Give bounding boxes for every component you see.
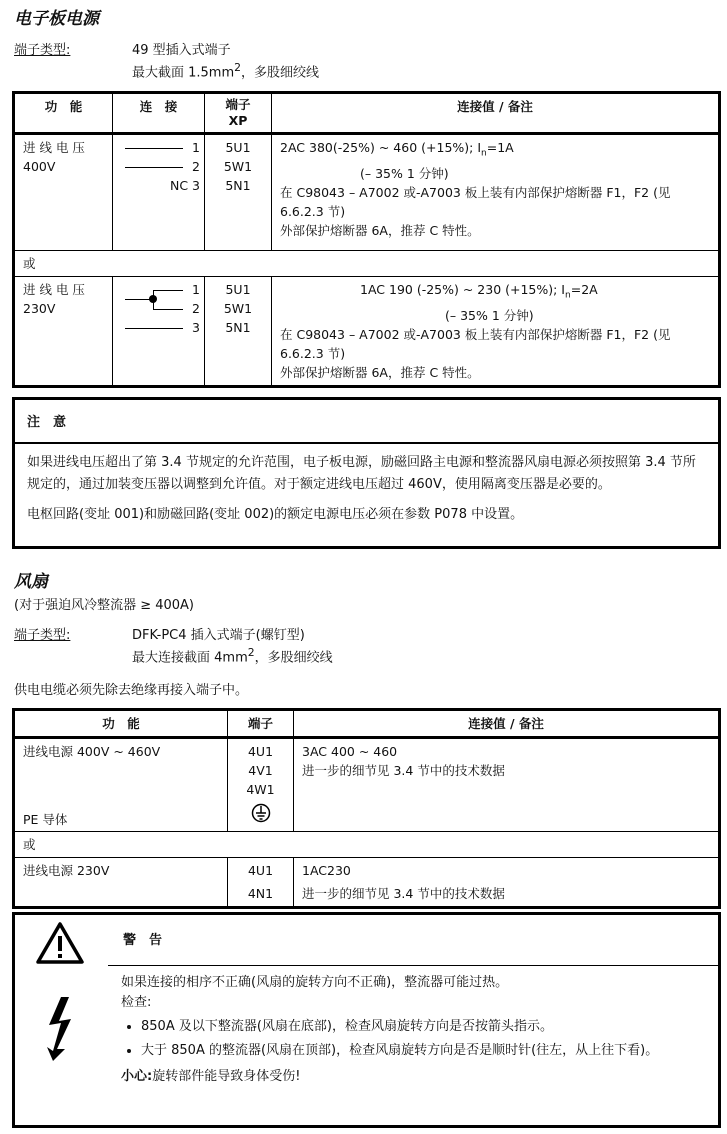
caution-text: 小心:旋转部件能导致身体受伤! (121, 1069, 301, 1084)
col-connection: 连 接 (113, 93, 205, 134)
terminal-type-line1: 49 型插入式端子 (132, 43, 231, 58)
electronics-power-table (12, 91, 721, 388)
col-function: 功 能 (14, 93, 113, 134)
col-values: 连接值 / 备注 (294, 710, 720, 738)
table-row: 进 线 电 压 230V 1 2 3 5U1 5W1 5N1 1AC 190 (-25%) ~ 230 (+15%); $I_n=2A$ (– 35% 1 分钟) 在 C98043 – A7002 或-A7003 板上装有内部保护熔断器 F1，F2 (见 6.6.2.3 节) 外部保护熔断器 6A，推荐 C 特性。 (14, 277, 720, 387)
divider (108, 965, 721, 966)
note-title: 注 意 (15, 400, 718, 444)
warning-bullet: • 大于 850A 的整流器(风扇在顶部)，检查风扇旋转方向是否是顺时针(往左，从上往下看)。 (141, 1041, 719, 1061)
warning-box (12, 912, 721, 1128)
fan-terminal-line2: 最大连接截面 $4mm^2$，多股细绞线 (132, 646, 333, 666)
terminal-type-line2: 最大截面 $1.5mm^2$，多股细绞线 (132, 61, 320, 81)
fan-table (12, 708, 721, 909)
note-paragraph: 如果进线电压超出了第 3.4 节规定的允许范围，电子板电源，励磁回路主电源和整流器风扇电源必须按照第 3.4 节所规定的，通过加装变压器以调整到允许值。对于额定进线电压超过 460V，使用隔离变压器是必要的。 (27, 455, 696, 492)
fan-terminal-line1: DFK-PC4 插入式端子(螺钉型) (132, 628, 305, 643)
warning-bullet: • 850A 及以下整流器(风扇在底部)，检查风扇旋转方向是否按箭头指示。 (141, 1017, 719, 1037)
note-box (12, 397, 721, 549)
warning-text: 如果连接的相序不正确(风扇的旋转方向不正确)，整流器可能过热。 (121, 975, 509, 990)
or-row: 或 (14, 251, 720, 277)
table-row: 进 线 电 压 400V 1 2 NC 3 5U1 5W1 5N1 2AC 380(-25%) ~ 460 (+15%); $I_n=1A$ (– 35% 1 分钟) 在 C98043 – A7002 或-A7003 板上装有内部保护熔断器 F1，F2 (见 6.6.2.3 节) 外部保护熔断器 6A，推荐 C 特性。 (14, 134, 720, 251)
wiring-diagram-400v: 1 2 NC 3 (113, 134, 205, 251)
section-title-fan: 风扇 (14, 572, 48, 592)
warning-text: 检查: (121, 995, 152, 1010)
table-row: 进线电源 400V ~ 460V PE 导体 4U1 4V1 4W1 3AC 400 ~ 460 进一步的细节见 3.4 节中的技术数据 (14, 738, 720, 832)
section-title-electronics-power: 电子板电源 (14, 9, 99, 29)
wiring-diagram-230v: 1 2 3 (113, 277, 205, 387)
electric-shock-icon (43, 995, 79, 1065)
note-paragraph: 电枢回路(变址 001)和励磁回路(变址 002)的额定电源电压必须在参数 P078 中设置。 (27, 507, 524, 522)
col-function: 功 能 (14, 710, 228, 738)
function-text: 进 线 电 压 (23, 140, 85, 155)
col-terminal: 端子 XP (205, 93, 272, 134)
fan-subtitle: (对于强迫风冷整流器 ≥ 400A) (14, 598, 195, 613)
warning-title: 警 告 (123, 933, 163, 948)
fan-terminal-type-label: 端子类型: (14, 628, 71, 643)
table-row: 进线电源 230V 4U1 4N1 1AC230 进一步的细节见 3.4 节中的技术数据 (14, 858, 720, 908)
ground-icon (236, 803, 285, 828)
cable-note: 供电电缆必须先除去绝缘再接入端子中。 (14, 683, 249, 698)
terminal-type-label: 端子类型: (14, 43, 71, 58)
warning-triangle-icon (35, 921, 85, 969)
col-values: 连接值 / 备注 (272, 93, 720, 134)
or-row: 或 (14, 832, 720, 858)
col-terminal: 端子 (228, 710, 294, 738)
